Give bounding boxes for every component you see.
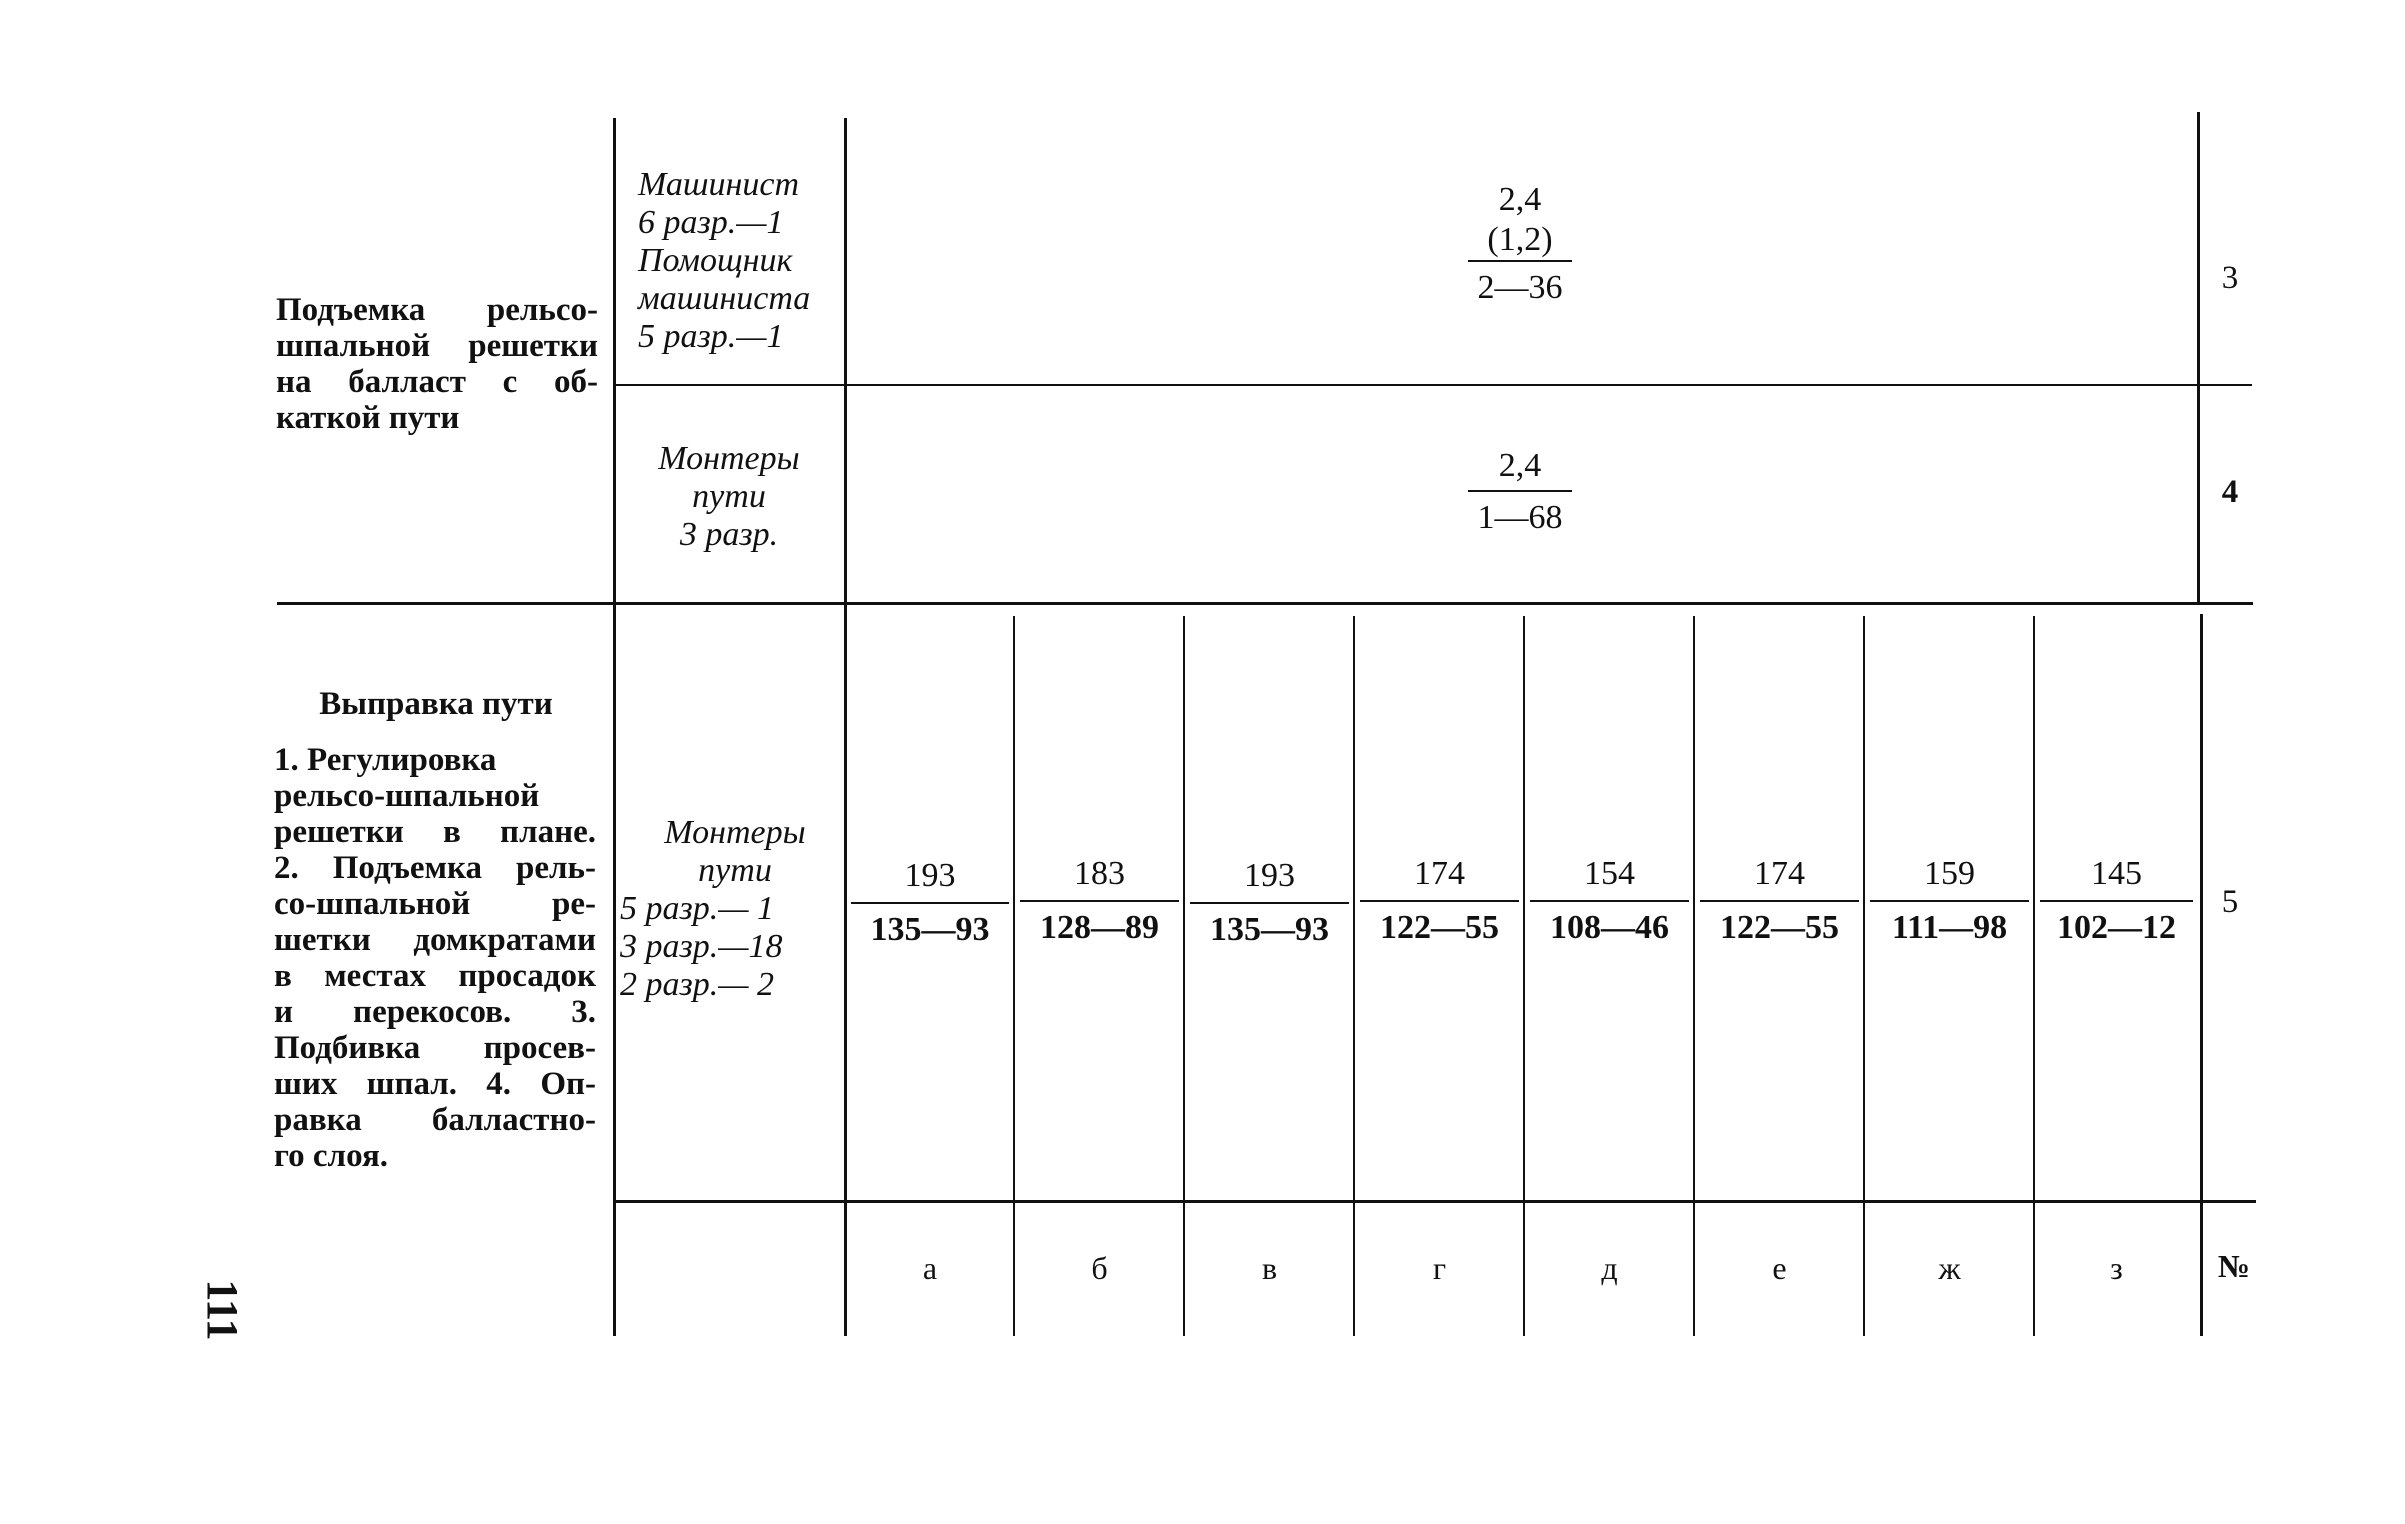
row1-crew-a: Машинист 6 разр.—1 Помощник машиниста 5 разр.—1 [638, 166, 811, 355]
row2-cell-d: 174 122—55 [1356, 854, 1523, 948]
row2-cell-c: 193 135—93 [1186, 856, 1353, 950]
row1-crew-b-value: 2,4 1—68 [1460, 446, 1580, 538]
footer-number-label: № [2217, 1248, 2251, 1284]
row2-cell-g: 159 111—98 [1866, 854, 2033, 948]
rule-h-row1-split [616, 384, 2252, 386]
row1-crew-a-value: 2,4 (1,2) 2—36 [1460, 180, 1580, 308]
row1-crew-b-row-number: 4 [2221, 474, 2239, 510]
footer-letter-h: з [2110, 1250, 2123, 1286]
footer-letter-d: г [1432, 1250, 1447, 1286]
footer-letter-e: д [1601, 1250, 1618, 1286]
rule-v-crew-left [613, 118, 616, 1336]
rule-v-rowno-left [2197, 112, 2200, 604]
page-number: 111 [198, 1279, 247, 1341]
row2-row-number: 5 [2221, 884, 2239, 920]
rule-v-col-g [1863, 616, 1865, 1336]
rule-v-col-c [1183, 616, 1185, 1336]
rule-v-col-f [1693, 616, 1695, 1336]
row2-cell-e: 154 108—46 [1526, 854, 1693, 948]
rule-h-footer-top [616, 1200, 2256, 1203]
row2-cell-h: 145 102—12 [2036, 854, 2197, 948]
footer-letter-c: в [1261, 1250, 1278, 1286]
row2-title: Выправка пути [319, 686, 553, 722]
footer-letter-g: ж [1938, 1250, 1961, 1286]
footer-letter-b: б [1091, 1250, 1108, 1286]
rule-v-col-e [1523, 616, 1525, 1336]
rule-h-row-separator [277, 602, 2253, 605]
rule-v-col-h [2033, 616, 2035, 1336]
rule-v-col-b [1013, 616, 1015, 1336]
row2-cell-f: 174 122—55 [1696, 854, 1863, 948]
row2-cell-a: 193 135—93 [847, 856, 1013, 950]
rule-v-col-d [1353, 616, 1355, 1336]
row2-description: 1. Регулировка рельсо-шпальной решетки в плане. 2. Подъемка рель- со-шпальной ре- шетки домкратами в местах просадок и перекосов. 3. Подбивка просев- ших шпал. 4. Оп- равка балластно- го слоя. [274, 742, 596, 1174]
rule-v-values-left [844, 118, 847, 1336]
row1-description: Подъемка рельсо- шпальной решетки на балласт с об- каткой пути [276, 292, 598, 436]
rule-v-rowno-left-lower [2200, 614, 2203, 1336]
row1-crew-a-row-number: 3 [2221, 260, 2239, 296]
row1-crew-b: Монтеры пути 3 разр. [658, 440, 800, 553]
row2-cell-b: 183 128—89 [1016, 854, 1183, 948]
footer-letter-a: а [922, 1250, 938, 1286]
footer-letter-f: е [1772, 1250, 1787, 1286]
row2-crew: Монтеры пути 5 разр.— 1 3 разр.—18 2 разр.— 2 [620, 814, 806, 1003]
